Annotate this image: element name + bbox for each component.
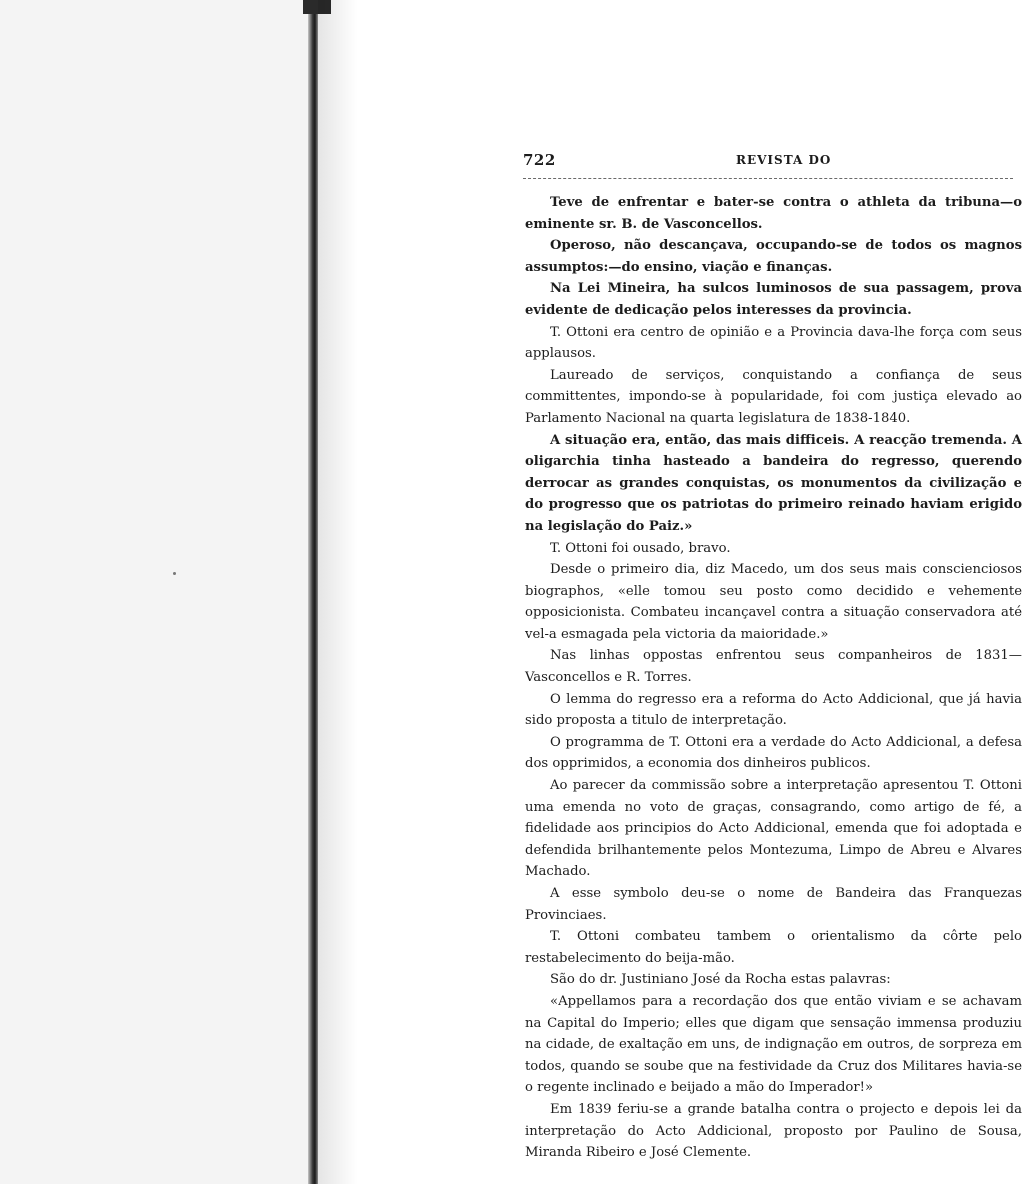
paper-speck [173, 572, 176, 575]
running-head: REVISTA DO [736, 153, 832, 167]
paragraph: A situação era, então, das mais difficeis. A reacção tremenda. A oligarchia tinha hasteado a bandeira do regresso, querendo derrocar as grandes conquistas, os monumentos da civilização e do progresso que os patriotas do primeiro reinado haviam erigido na legislação do Paiz.» [525, 432, 1022, 534]
paragraph: Operoso, não descançava, occupando-se de todos os magnos assumptos:—do ensino, viação e finanças. [525, 238, 1022, 275]
paragraph: O lemma do regresso era a reforma do Acto Addicional, que já havia sido proposta a titulo de interpretação. [525, 691, 1022, 729]
paragraph: T. Ottoni era centro de opinião e a Provincia dava-lhe força com seus applausos. [525, 324, 1022, 362]
paragraph: Desde o primeiro dia, diz Macedo, um dos seus mais conscienciosos biographos, «elle tomou seu posto como decidido e vehemente opposicionista. Combateu incançavel contra a situação conservadora até vel-a esmagada pela victoria da maioridade.» [525, 562, 1022, 642]
paragraph: Ao parecer da commissão sobre a interpretação apresentou T. Ottoni uma emenda no voto de graças, consagrando, como artigo de fé, a fidelidade aos principios do Acto Addicional, emenda que foi adoptada e defendida brilhantemente pelos Montezuma, Limpo de Abreu e Alvares Machado. [525, 778, 1022, 880]
paragraph: A esse symbolo deu-se o nome de Bandeira das Franquezas Provinciaes. [525, 886, 1022, 923]
left-page-blank [0, 0, 318, 1184]
paragraph: Nas linhas oppostas enfrentou seus companheiros de 1831—Vasconcellos e R. Torres. [525, 648, 1022, 686]
header-rule [523, 178, 1013, 179]
paragraph: Teve de enfrentar e bater-se contra o athleta da tribuna—o eminente sr. B. de Vasconcellos. [525, 195, 1022, 232]
page-gutter-shadow [318, 0, 358, 1184]
paragraph: São do dr. Justiniano José da Rocha estas palavras: [550, 972, 891, 988]
paragraph: T. Ottoni foi ousado, bravo. [550, 540, 731, 556]
paragraph: O programma de T. Ottoni era a verdade do Acto Addicional, a defesa dos opprimidos, a economia dos dinheiros publicos. [525, 734, 1022, 772]
body-text [525, 192, 1022, 1164]
paragraph: Na Lei Mineira, ha sulcos luminosos de sua passagem, prova evidente de dedicação pelos interesses da provincia. [525, 281, 1022, 318]
page-number: 722 [523, 151, 556, 169]
page-header [523, 151, 1023, 173]
paragraph: Laureado de serviços, conquistando a confiança de seus committentes, impondo-se à popularidade, foi com justiça elevado ao Parlamento Nacional na quarta legislatura de 1838-1840. [525, 367, 1022, 426]
paragraph: «Appellamos para a recordação dos que então viviam e se achavam na Capital do Imperio; elles que digam que sensação immensa produziu na cidade, de exaltação em uns, de indignação em outros, de sorpreza em todos, quando se soube que na festividade da Cruz dos Militares havia-se o regente inclinado e beijado a mão do Imperador!» [525, 993, 1022, 1096]
book-spine [308, 0, 318, 1184]
paragraph: T. Ottoni combateu tambem o orientalismo da côrte pelo restabelecimento do beija-mão. [525, 929, 1022, 966]
paragraph: Em 1839 feriu-se a grande batalha contra o projecto e depois lei da interpretação do Acto Addicional, proposto por Paulino de Sousa, Miranda Ribeiro e José Clemente. [525, 1101, 1022, 1161]
